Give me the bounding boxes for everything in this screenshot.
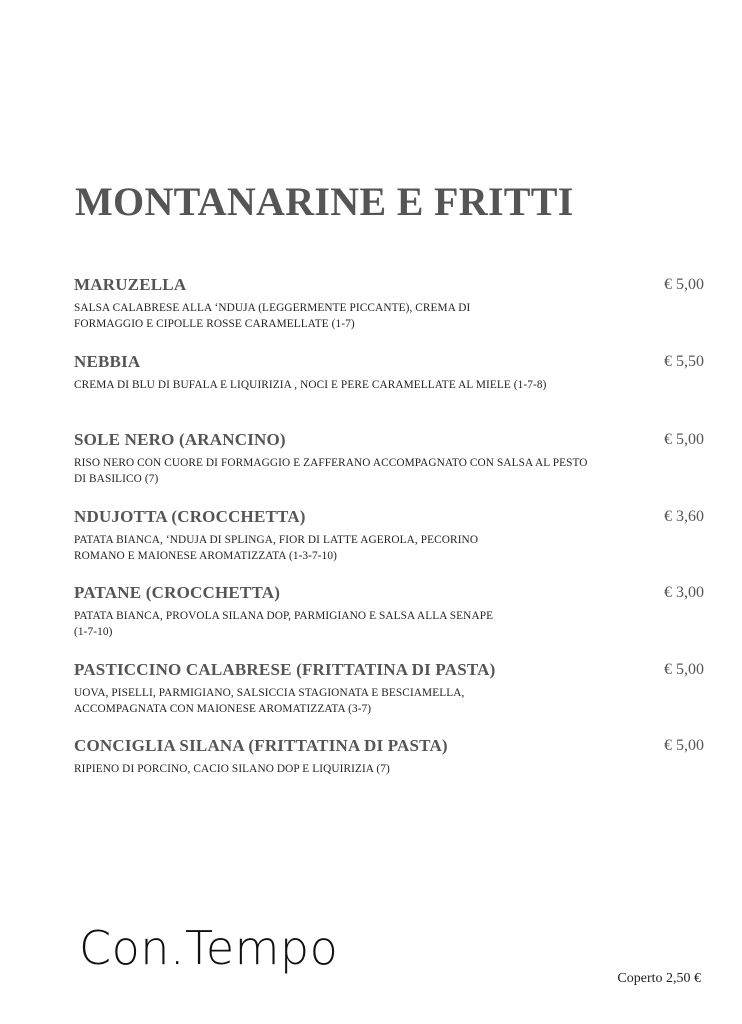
item-price: € 5,00 xyxy=(664,276,704,293)
item-description: RISO NERO CON CUORE DI FORMAGGIO E ZAFFERANO ACCOMPAGNATO CON SALSA AL PESTO DI BASILICO (7) xyxy=(74,457,588,485)
item-description: UOVA, PISELLI, PARMIGIANO, SALSICCIA STAGIONATA E BESCIAMELLA, ACCOMPAGNATA CON MAIONESE AROMATIZZATA (3-7) xyxy=(74,687,465,715)
menu-item-pasticcino-calabrese xyxy=(74,660,704,717)
menu-item-ndujotta xyxy=(74,507,704,564)
page-title: MONTANARINE E FRITTI xyxy=(75,179,574,224)
menu-item-sole-nero xyxy=(74,430,704,487)
item-price: € 3,00 xyxy=(664,584,704,601)
item-description: CREMA DI BLU DI BUFALA E LIQUIRIZIA , NOCI E PERE CARAMELLATE AL MIELE (1-7-8) xyxy=(74,379,547,391)
menu-item-maruzella xyxy=(74,275,704,332)
item-name: SOLE NERO (ARANCINO) xyxy=(74,430,286,449)
item-description: PATATA BIANCA, ‘NDUJA DI SPLINGA, FIOR DI LATTE AGEROLA, PECORINO ROMANO E MAIONESE AROMATIZZATA (1-3-7-10) xyxy=(74,534,479,562)
item-name: NEBBIA xyxy=(74,352,141,371)
item-price: € 5,50 xyxy=(664,353,704,370)
item-price: € 3,60 xyxy=(664,508,704,525)
item-name: PASTICCINO CALABRESE (FRITTATINA DI PASTA) xyxy=(74,660,496,679)
item-description: RIPIENO DI PORCINO, CACIO SILANO DOP E LIQUIRIZIA (7) xyxy=(74,763,390,775)
menu-item-nebbia xyxy=(74,352,704,393)
item-description: SALSA CALABRESE ALLA ‘NDUJA (LEGGERMENTE PICCANTE), CREMA DI FORMAGGIO E CIPOLLE ROSSE CARAMELLATE (1-7) xyxy=(74,302,471,330)
menu-item-conciglia-silana xyxy=(74,736,704,777)
menu-item-patane xyxy=(74,583,704,640)
brand-logo: Con.Tempo xyxy=(79,921,339,975)
item-price: € 5,00 xyxy=(664,431,704,448)
item-description: PATATA BIANCA, PROVOLA SILANA DOP, PARMIGIANO E SALSA ALLA SENAPE (1-7-10) xyxy=(74,610,494,638)
item-price: € 5,00 xyxy=(664,661,704,678)
coperto-price: Coperto 2,50 € xyxy=(617,971,701,986)
item-name: MARUZELLA xyxy=(74,275,187,294)
item-price: € 5,00 xyxy=(664,737,704,754)
item-name: CONCIGLIA SILANA (FRITTATINA DI PASTA) xyxy=(74,736,448,755)
item-name: NDUJOTTA (CROCCHETTA) xyxy=(74,507,306,526)
item-name: PATANE (CROCCHETTA) xyxy=(74,583,281,602)
